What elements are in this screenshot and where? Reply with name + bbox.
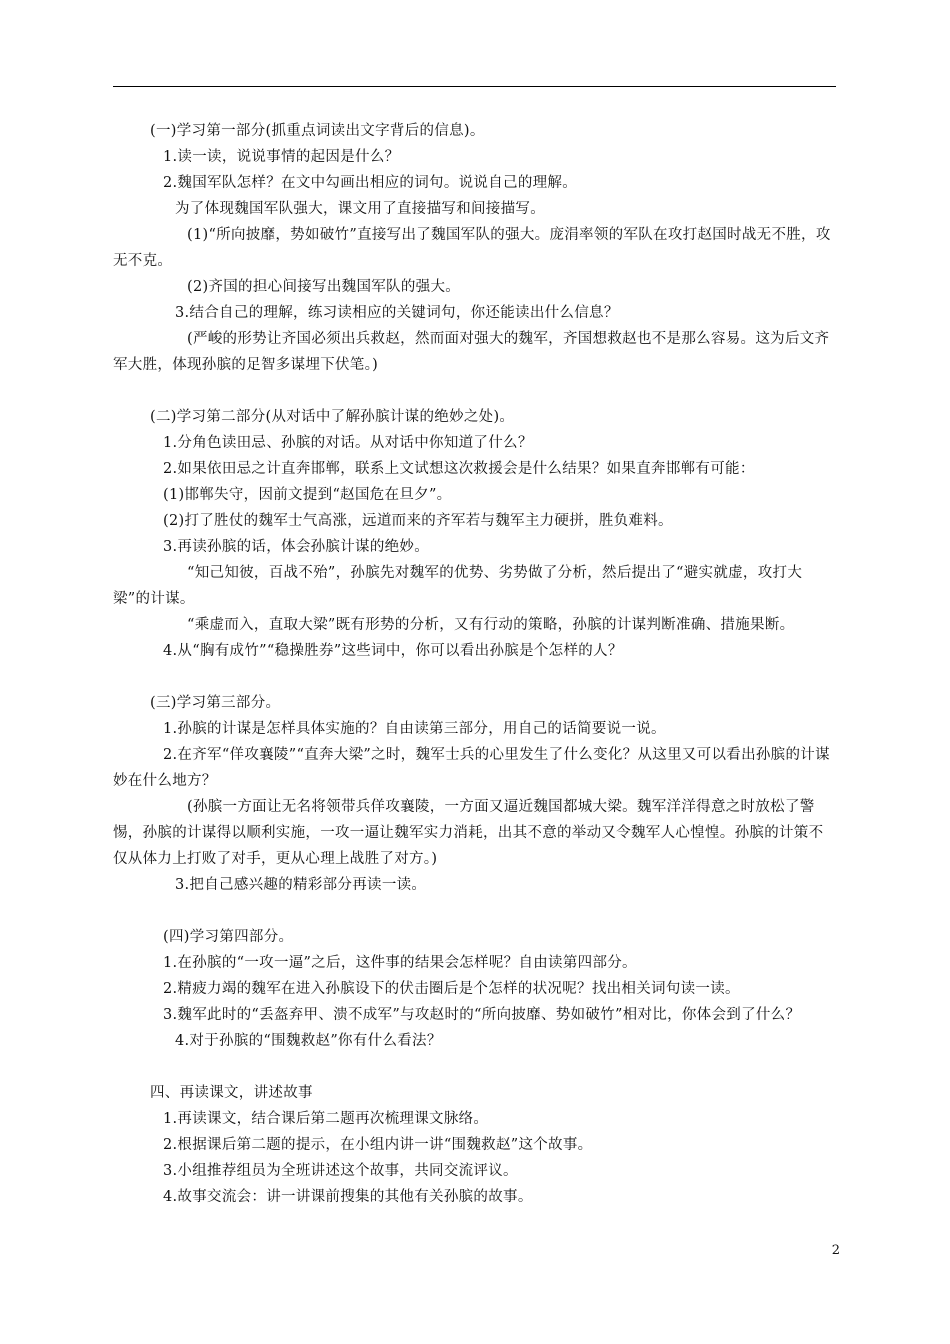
paragraph-line: 4.对于孙膑的“围魏救赵”你有什么看法？ [175, 1033, 442, 1049]
paragraph-line: 2.魏国军队怎样？在文中勾画出相应的词句。说说自己的理解。 [163, 175, 578, 191]
paragraph-line: 2.在齐军“佯攻襄陵”“直奔大梁”之时，魏军士兵的心里发生了什么变化？从这里又可以看出孙膑的计谋妙在什么地方？ [113, 747, 830, 789]
section-heading: 四、再读课文，讲述故事 [150, 1085, 313, 1101]
paragraph-line: (孙膑一方面让无名将领带兵佯攻襄陵，一方面又逼近魏国都城大梁。魏军洋洋得意之时放松了警惕，孙膑的计谋得以顺利实施，一攻一逼让魏军实力消耗，出其不意的举动又令魏军人心惶惶。孙膑的计策不仅从体力上打败了对手，更从心理上战胜了对方。) [113, 799, 824, 867]
paragraph-line: “知己知彼，百战不殆”，孙膑先对魏军的优势、劣势做了分析，然后提出了“避实就虚，攻打大梁”的计谋。 [113, 565, 803, 607]
paragraph-line: (1)邯郸失守，因前文提到“赵国危在旦夕”。 [163, 487, 452, 503]
section-heading: (三)学习第三部分。 [150, 695, 281, 711]
paragraph-line: 4.从“胸有成竹”“稳操胜券”这些词中，你可以看出孙膑是个怎样的人？ [163, 643, 623, 659]
paragraph-line: 1.孙膑的计谋是怎样具体实施的？自由读第三部分，用自己的话简要说一说。 [163, 721, 666, 737]
page-number: 2 [831, 1243, 840, 1258]
paragraph-line: 1.读一读，说说事情的起因是什么？ [163, 149, 400, 165]
section-heading: (一)学习第一部分(抓重点词读出文字背后的信息)。 [150, 123, 485, 139]
paragraph-line: 3.结合自己的理解，练习读相应的关键词句，你还能读出什么信息？ [175, 305, 619, 321]
paragraph-line: 2.根据课后第二题的提示，在小组内讲一讲“围魏救赵”这个故事。 [163, 1137, 593, 1153]
paragraph-line: (2)齐国的担心间接写出魏国军队的强大。 [187, 279, 461, 295]
document-body [113, 118, 837, 1210]
paragraph-line: 3.魏军此时的“丢盔弃甲、溃不成军”与攻赵时的“所向披靡、势如破竹”相对比，你体会到了什么？ [163, 1007, 801, 1023]
header-rule [113, 86, 836, 87]
paragraph-line: 1.在孙膑的“一攻一逼”之后，这件事的结果会怎样呢？自由读第四部分。 [163, 955, 637, 971]
paragraph-line: 4.故事交流会：讲一讲课前搜集的其他有关孙膑的故事。 [163, 1189, 533, 1205]
paragraph-line: 为了体现魏国军队强大，课文用了直接描写和间接描写。 [175, 201, 545, 217]
paragraph-line: 2.如果依田忌之计直奔邯郸，联系上文试想这次救援会是什么结果？如果直奔邯郸有可能： [163, 461, 755, 477]
paragraph-line: 2.精疲力竭的魏军在进入孙膑设下的伏击圈后是个怎样的状况呢？找出相关词句读一读。 [163, 981, 740, 997]
paragraph-line: 1.再读课文，结合课后第二题再次梳理课文脉络。 [163, 1111, 489, 1127]
section-heading: (二)学习第二部分(从对话中了解孙膑计谋的绝妙之处)。 [150, 409, 515, 425]
paragraph-line: 3.再读孙膑的话，体会孙膑计谋的绝妙。 [163, 539, 430, 555]
paragraph-line: (1)“所向披靡，势如破竹”直接写出了魏国军队的强大。庞涓率领的军队在攻打赵国时战无不胜，攻无不克。 [113, 227, 831, 269]
paragraph-line: “乘虚而入，直取大梁”既有形势的分析，又有行动的策略，孙膑的计谋判断准确、措施果断。 [187, 617, 795, 633]
paragraph-line: (2)打了胜仗的魏军士气高涨，远道而来的齐军若与魏军主力硬拼，胜负难料。 [163, 513, 673, 529]
paragraph-line: (严峻的形势让齐国必须出兵救赵，然而面对强大的魏军，齐国想救赵也不是那么容易。这为后文齐军大胜，体现孙膑的足智多谋埋下伏笔。) [113, 331, 830, 373]
section-heading: (四)学习第四部分。 [163, 929, 294, 945]
paragraph-line: 3.把自己感兴趣的精彩部分再读一读。 [175, 877, 427, 893]
paragraph-line: 1.分角色读田忌、孙膑的对话。从对话中你知道了什么？ [163, 435, 533, 451]
paragraph-line: 3.小组推荐组员为全班讲述这个故事，共同交流评议。 [163, 1163, 518, 1179]
